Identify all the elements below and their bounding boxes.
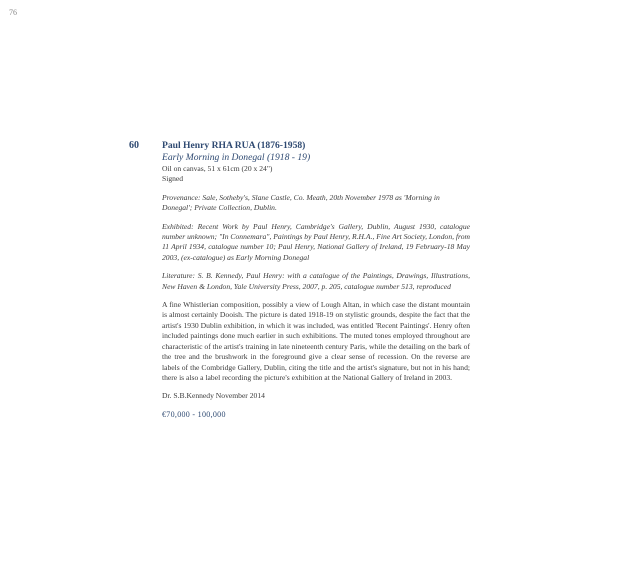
description: A fine Whistlerian composition, possibly a view of Lough Altan, in which case the distant mountain is almost certainly Dooish. The picture is dated 1918-19 on stylistic grounds, despite the fact that the artist's 1930 Dublin exhibition, in which it was included, was entitled 'Recent Paintings'. Henry often included paintings done much earlier in such exhibitions. The muted tones employed throughout are characteristic of the artist's training in late nineteenth century Paris, while the detailing on the bark of the tree and the brushwork in the foreground give a clear sense of recession. On the reverse are labels of the Combridge Gallery, Dublin, citing the title and the artist's signature, but not in his hand; there is also a label recording the picture's exhibition at the National Gallery of Ireland in 2003. xyxy=(162,300,470,382)
medium-dimensions: Oil on canvas, 51 x 61cm (20 x 24") xyxy=(162,164,273,173)
exhibited: Exhibited: Recent Work by Paul Henry, Cambridge's Gallery, Dublin, August 1930, catalogue number unknown; "In Connemara", Paintings by Paul Henry, R.H.A., Fine Art Society, London, from 11 April 1934, catalogue number 10; Paul Henry, National Gallery of Ireland, 19 February-18 May 2003, (ex-catalogue) as Early Morning Donegal xyxy=(162,221,470,262)
provenance: Provenance: Sale, Sotheby's, Slane Castle, Co. Meath, 20th November 1978 as 'Morning in Donegal'; Private Collection, Dublin. xyxy=(162,192,440,213)
lot-entry xyxy=(162,140,470,420)
lot-number: 60 xyxy=(129,140,139,151)
signed-note: Signed xyxy=(162,174,184,184)
page-number: 76 xyxy=(9,8,17,17)
estimate: €70,000 - 100,000 xyxy=(162,409,226,419)
artwork-title: Early Morning in Donegal (1918 - 19) xyxy=(162,152,311,163)
artist-name: Paul Henry RHA RUA (1876-1958) xyxy=(162,140,306,151)
literature: Literature: S. B. Kennedy, Paul Henry: with a catalogue of the Paintings, Drawings, Illustrations, New Haven & London, Yale University Press, 2007, p. 205, catalogue number 513, reproduced xyxy=(162,271,470,291)
author-signature: Dr. S.B.Kennedy November 2014 xyxy=(162,391,265,401)
